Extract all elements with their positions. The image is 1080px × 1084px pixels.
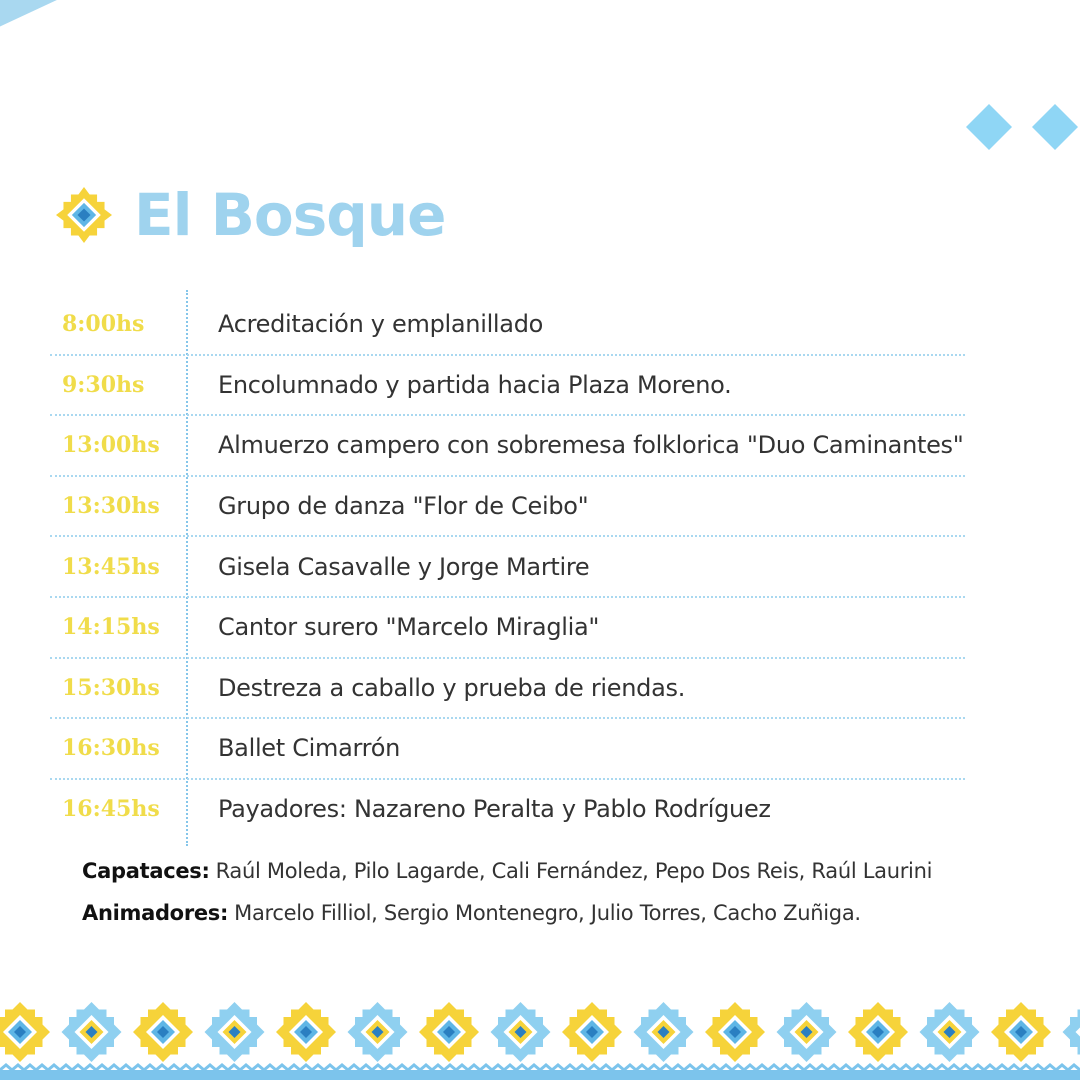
- schedule-event: Almuerzo campero con sobremesa folklorica "Duo Caminantes": [218, 431, 964, 459]
- schedule-time: 8:00hs: [50, 311, 218, 337]
- animadores-names: Marcelo Filliol, Sergio Montenegro, Julio Torres, Cacho Zuñiga.: [234, 901, 861, 925]
- guarda-pattern-icon: [0, 998, 1080, 1080]
- schedule-event: Ballet Cimarrón: [218, 734, 400, 762]
- diamond-pair-icon: [962, 100, 1080, 154]
- schedule-row: [50, 477, 965, 538]
- schedule-event: Gisela Casavalle y Jorge Martire: [218, 553, 589, 581]
- schedule-event: Grupo de danza "Flor de Ceibo": [218, 492, 588, 520]
- capataces-label: Capataces:: [82, 859, 210, 883]
- schedule-row: [50, 356, 965, 417]
- schedule-time: 16:45hs: [50, 796, 218, 822]
- schedule-row: [50, 598, 965, 659]
- animadores-line: [82, 892, 932, 934]
- schedule-time: 9:30hs: [50, 372, 218, 398]
- guarda-border: [0, 998, 1080, 1080]
- schedule-time: 13:00hs: [50, 432, 218, 458]
- schedule-row: [50, 537, 965, 598]
- header: [56, 180, 445, 250]
- schedule-time: 13:45hs: [50, 554, 218, 580]
- schedule-time: 14:15hs: [50, 614, 218, 640]
- schedule-event: Payadores: Nazareno Peralta y Pablo Rodríguez: [218, 795, 771, 823]
- schedule-event: Cantor surero "Marcelo Miraglia": [218, 613, 599, 641]
- schedule-event: Destreza a caballo y prueba de riendas.: [218, 674, 685, 702]
- schedule-row: [50, 780, 965, 839]
- guarda-zigzag: [0, 1065, 1080, 1070]
- schedule-list: [50, 295, 1070, 838]
- schedule-row: [50, 416, 965, 477]
- schedule-event: Acreditación y emplanillado: [218, 310, 543, 338]
- schedule-event: Encolumnado y partida hacia Plaza Moreno.: [218, 371, 731, 399]
- decorative-stripe: [0, 0, 391, 81]
- capataces-names: Raúl Moleda, Pilo Lagarde, Cali Fernández, Pepo Dos Reis, Raúl Laurini: [216, 859, 933, 883]
- schedule-time: 13:30hs: [50, 493, 218, 519]
- schedule-row: [50, 719, 965, 780]
- schedule-time: 16:30hs: [50, 735, 218, 761]
- schedule-row: [50, 295, 965, 356]
- credits: [82, 850, 932, 934]
- animadores-label: Animadores:: [82, 901, 228, 925]
- schedule-row: [50, 659, 965, 720]
- schedule-time: 15:30hs: [50, 675, 218, 701]
- guarda-pampa-icon: [56, 187, 112, 243]
- capataces-line: [82, 850, 932, 892]
- page-title: El Bosque: [134, 181, 445, 249]
